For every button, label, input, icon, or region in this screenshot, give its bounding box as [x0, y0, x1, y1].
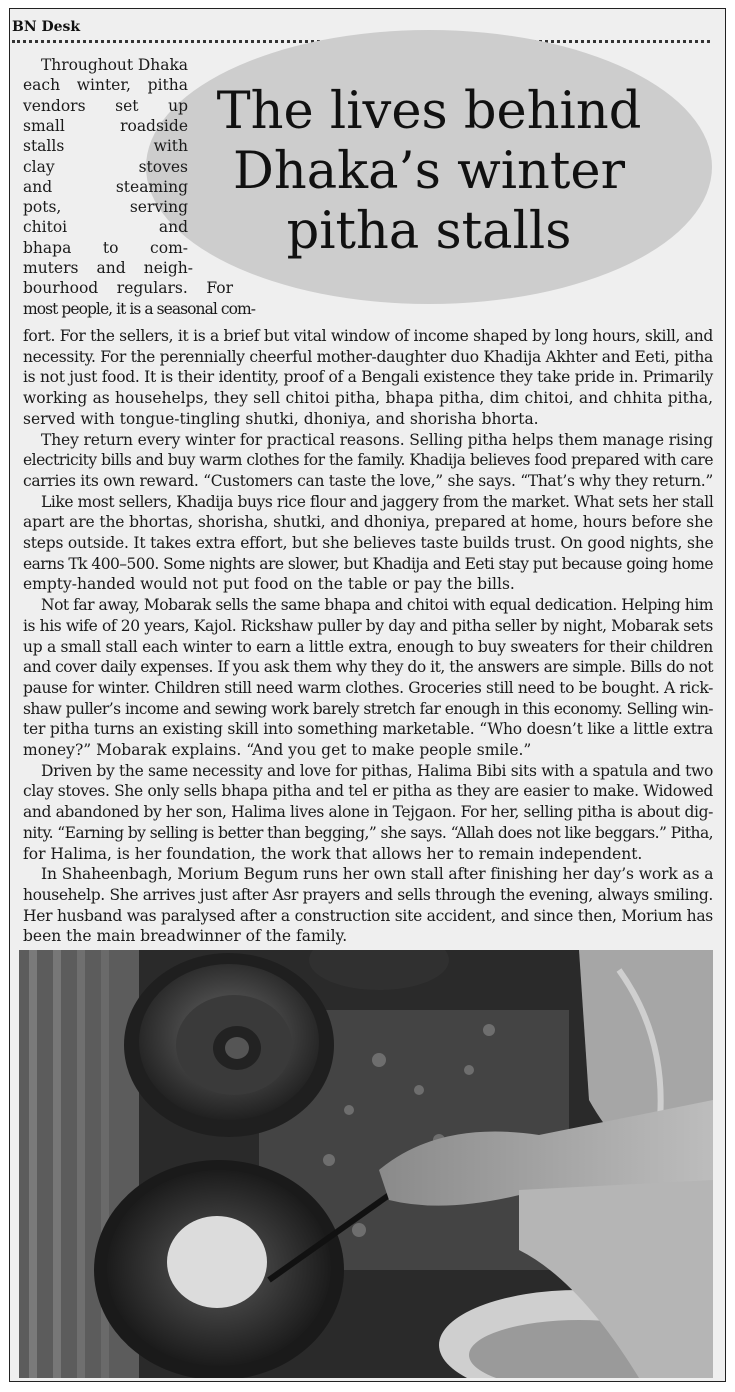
article-line: vendors set up [23, 96, 188, 115]
article-line: pots, serving [23, 198, 188, 217]
article-line: shaw puller’s income and sewing work barely stretch far enough in this economy. Selling win- [23, 699, 713, 718]
headline: The lives behind Dhaka’s winter pitha stalls [216, 82, 642, 261]
article-line: Not far away, Mobarak sells the same bhapa and chitoi with equal dedication. Helping him [41, 596, 713, 615]
article-line: nity. “Earning by selling is better than begging,” she says. “Allah does not like beggars.” Pitha, [23, 823, 713, 842]
article-line: pause for winter. Children still need warm clothes. Groceries still need to be bought. A rick- [23, 678, 713, 697]
article-line: steps outside. It takes extra effort, but she believes taste builds trust. On good nights, she [23, 534, 714, 552]
article-line: Her husband was paralysed after a construction site accident, and since then, Morium has [23, 906, 713, 925]
article-line: carries its own reward. “Customers can taste the love,” she says. “That’s why they return.” [23, 471, 713, 490]
article-line: most people, it is a seasonal com- [23, 299, 255, 318]
article-line: clay stoves. She only sells bhapa pitha and tel er pitha as they are easier to make. Widowed [23, 782, 713, 801]
article-line: and abandoned by her son, Halima lives alone in Tejgaon. For her, selling pitha is about dig- [23, 803, 713, 822]
article-photo [19, 950, 713, 1378]
article-line: is his wife of 20 years, Kajol. Rickshaw puller by day and pitha seller by night, Mobarak sets [23, 616, 713, 635]
article-line: and steaming [23, 177, 188, 196]
article-line: Driven by the same necessity and love for pithas, Halima Bibi sits with a spatula and two [41, 761, 713, 780]
article-line: and cover daily expenses. If you ask them why they do it, the answers are simple. Bills do not [23, 658, 713, 677]
article-line: is not just food. It is their identity, proof of a Bengali existence they take pride in. Primarily [23, 368, 713, 387]
article-line: money?” Mobarak explains. “And you get to make people smile.” [23, 741, 532, 759]
article-line: muters and neigh- [23, 259, 193, 277]
article-line: Throughout Dhaka [41, 56, 188, 74]
article-line: In Shaheenbagh, Morium Begum runs her own stall after finishing her day’s work as a [41, 865, 714, 884]
article-line: served with tongue-tingling shutki, dhoniya, and shorisha bhorta. [23, 409, 539, 428]
article-line: Like most sellers, Khadija buys rice flour and jaggery from the market. What sets her stall [41, 492, 714, 511]
article-line: been the main breadwinner of the family. [23, 927, 348, 946]
article-line: bhapa to com- [23, 238, 188, 257]
article-line: clay stoves [23, 157, 188, 176]
article-line: apart are the bhortas, shorisha, shutki, and dhoniya, prepared at home, hours before she [23, 513, 713, 532]
article-line: small roadside [23, 116, 188, 135]
article-line: necessity. For the perennially cheerful mother-daughter duo Khadija Akhter and Eeti, pitha [23, 347, 713, 366]
article-line: empty-handed would not put food on the table or pay the bills. [23, 575, 515, 594]
article-line: househelp. She arrives just after Asr prayers and sells through the evening, always smiling. [23, 885, 713, 904]
article-line: earns Tk 400–500. Some nights are slower, but Khadija and Eeti stay put because going home [23, 554, 714, 573]
article-line: bourhood regulars. For [23, 279, 233, 298]
article-line: They return every winter for practical reasons. Selling pitha helps them manage rising [41, 430, 713, 449]
article-line: for Halima, is her foundation, the work that allows her to remain independent. [23, 844, 643, 863]
article-line: ter pitha turns an existing skill into something marketable. “Who doesn’t like a little extra [23, 720, 713, 739]
article-line: working as househelps, they sell chitoi pitha, bhapa pitha, dim chitoi, and chhita pitha, [23, 389, 713, 408]
article-line: up a small stall each winter to earn a little extra, enough to buy sweaters for their children [23, 637, 713, 656]
photo-pitha-stall-image [19, 950, 713, 1378]
article-line: fort. For the sellers, it is a brief but vital window of income shaped by long hours, skill, and [23, 327, 713, 345]
article-line: stalls with [23, 137, 188, 156]
article-line: chitoi and [23, 218, 188, 237]
byline: BN Desk [12, 19, 81, 35]
article-line: each winter, pitha [23, 76, 188, 95]
article-line: electricity bills and buy warm clothes for the family. Khadija believes food prepared with care [23, 451, 713, 470]
